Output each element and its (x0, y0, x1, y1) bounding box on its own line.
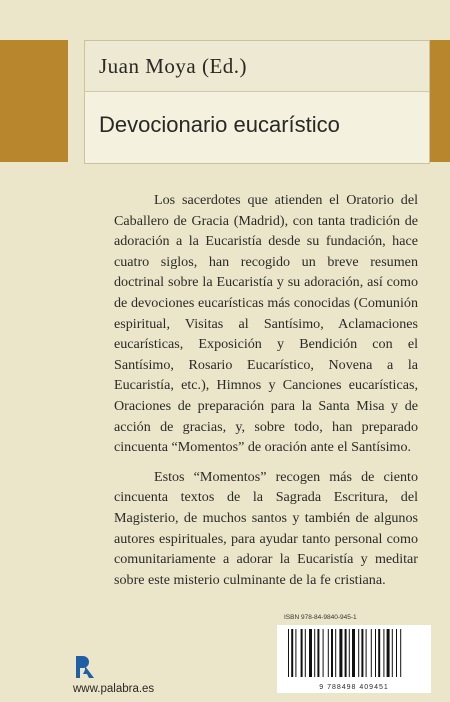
author-name: Juan Moya (Ed.) (99, 54, 248, 78)
blurb-paragraph-1: Los sacerdotes que atienden el Oratorio del Caballero de Gracia (Madrid), con tanta tradición de adoración a la Eucaristía desde su fundación, hace cuatro siglos, han recogido un breve resumen doctrinal sobre la Eucaristía y su adoración, así como de devociones eucarísticas más conocidas (Comunión espiritual, Visitas al Santísimo, Aclamaciones eucarísticas, Exposición y Bendición con el Santísimo, Rosario Eucarístico, Novena a la Eucaristía, etc.), Himnos y Canciones eucarísticas, Oraciones de preparación para la Santa Misa y de acción de gracias, y, sobre todo, han preparado cincuenta “Momentos” de oración ante el Santísimo. (114, 192, 418, 456)
barcode-bars-icon (284, 629, 424, 679)
blurb-text (114, 190, 418, 590)
blurb-paragraph-2: Estos “Momentos” recogen más de ciento cincuenta textos de la Sagrada Escritura, del Magisterio, de muchos santos y también de algunos autores espirituales, para ayudar tanto personal como comunitariamente a adorar la Eucaristía y meditar sobre este misterio culminante de la fe cristiana. (114, 468, 418, 588)
title-panel (84, 40, 430, 164)
accent-band-right (428, 40, 450, 162)
barcode (277, 625, 431, 683)
publisher-website: www.palabra.es (73, 683, 155, 695)
isbn-label: ISBN 978-84-9840-945-1 (284, 614, 357, 621)
palabra-logo-icon (74, 654, 96, 680)
book-title: Devocionario eucarístico (99, 112, 340, 137)
accent-band-left (0, 40, 68, 162)
barcode-digits: 9 788498 409451 (277, 683, 431, 693)
